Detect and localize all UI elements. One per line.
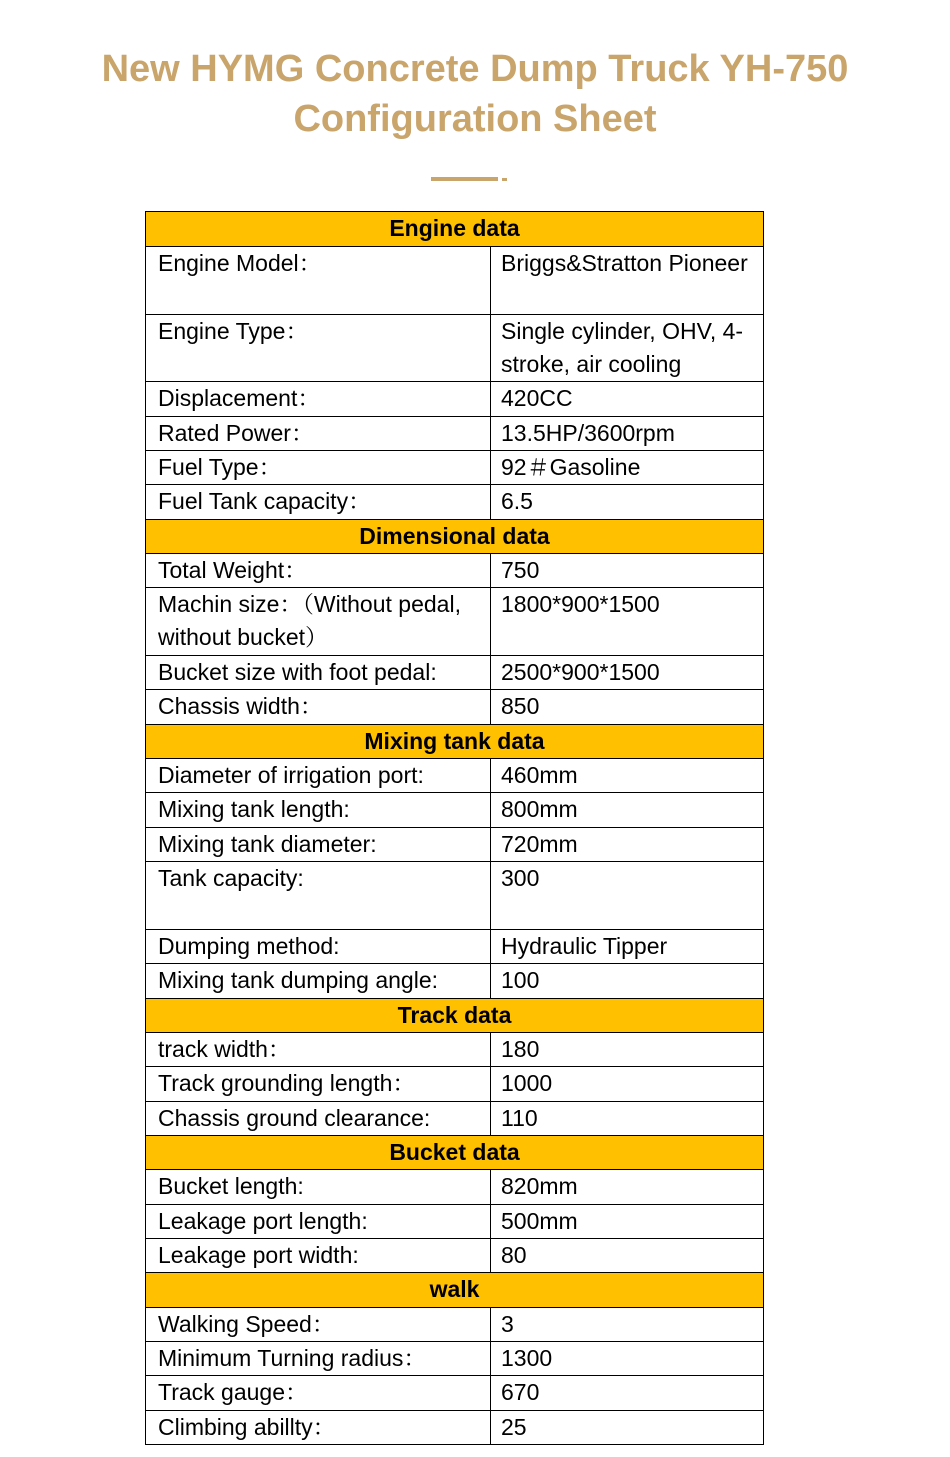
section-header [146,212,764,247]
spec-label: Track grounding length： [146,1067,491,1102]
spec-label: Fuel Type： [146,451,491,485]
table-row [146,690,764,725]
spec-value: 25 [491,1411,764,1445]
spec-value: 180 [491,1033,764,1067]
table-row [146,417,764,451]
table-row [146,1205,764,1239]
section-header-row [146,725,764,759]
table-row [146,964,764,999]
spec-value: 92＃Gasoline [491,451,764,485]
spec-value: 300 [491,862,764,930]
table-row [146,1411,764,1445]
spec-label: Walking Speed： [146,1308,491,1342]
spec-value: 500mm [491,1205,764,1239]
spec-label: Total Weight： [146,554,491,588]
spec-label: Fuel Tank capacity： [146,485,491,520]
table-row [146,247,764,315]
title-divider-dot [502,178,507,181]
spec-label: Tank capacity: [146,862,491,930]
spec-value: 1800*900*1500 [491,588,764,656]
section-header-label: Track data [397,1002,512,1028]
section-header-label: Bucket data [389,1139,520,1165]
table-row [146,1376,764,1411]
section-header-row [146,1136,764,1170]
section-header [146,725,764,759]
spec-value: Single cylinder, OHV, 4-stroke, air cooling [491,315,764,382]
spec-value: Briggs&Stratton Pioneer [491,247,764,315]
title-divider [431,177,498,181]
spec-value: 420CC [491,382,764,417]
spec-label: Leakage port width: [146,1239,491,1273]
table-row [146,1342,764,1376]
spec-label: Rated Power： [146,417,491,451]
spec-value: 460mm [491,759,764,793]
spec-label: Engine Type： [146,315,491,382]
spec-value: 720mm [491,828,764,862]
table-row [146,382,764,417]
table-row [146,793,764,828]
table-row [146,554,764,588]
spec-label: Machin size：（Without pedal, without bucket） [146,588,491,656]
spec-label: Mixing tank length: [146,793,491,828]
table-row [146,930,764,964]
section-header [146,520,764,554]
page-title [0,44,950,144]
spec-value: 100 [491,964,764,999]
table-row [146,1239,764,1273]
spec-label: Chassis ground clearance: [146,1102,491,1136]
title-line-1: New HYMG Concrete Dump Truck YH-750 [101,48,849,90]
configuration-table [145,211,764,1445]
section-header-row [146,999,764,1033]
section-header-label: Engine data [389,215,520,241]
spec-value: 110 [491,1102,764,1136]
spec-label: Chassis width： [146,690,491,725]
section-header [146,1136,764,1170]
table-row [146,451,764,485]
table-row [146,656,764,690]
spec-value: 6.5 [491,485,764,520]
table-row [146,485,764,520]
title-line-2: Configuration Sheet [293,98,657,140]
spec-value: 13.5HP/3600rpm [491,417,764,451]
table-row [146,315,764,382]
section-header-label: Dimensional data [359,523,550,549]
spec-label: track width： [146,1033,491,1067]
spec-label: Bucket length: [146,1170,491,1205]
spec-label: Track gauge： [146,1376,491,1411]
section-header-row [146,520,764,554]
spec-label: Diameter of irrigation port: [146,759,491,793]
spec-value: 1300 [491,1342,764,1376]
spec-label: Climbing abillty： [146,1411,491,1445]
spec-value: 850 [491,690,764,725]
spec-value: Hydraulic Tipper [491,930,764,964]
spec-value: 750 [491,554,764,588]
spec-label: Mixing tank diameter: [146,828,491,862]
table-row [146,1170,764,1205]
table-row [146,828,764,862]
table-row [146,1067,764,1102]
spec-value: 1000 [491,1067,764,1102]
spec-value: 670 [491,1376,764,1411]
section-header [146,999,764,1033]
section-header [146,1273,764,1308]
spec-label: Leakage port length: [146,1205,491,1239]
spec-label: Displacement： [146,382,491,417]
spec-label: Minimum Turning radius： [146,1342,491,1376]
table-row [146,862,764,930]
table-row [146,759,764,793]
spec-value: 820mm [491,1170,764,1205]
spec-label: Mixing tank dumping angle: [146,964,491,999]
table-row [146,1102,764,1136]
section-header-row [146,212,764,247]
section-header-row [146,1273,764,1308]
table-row [146,1308,764,1342]
spec-label: Bucket size with foot pedal: [146,656,491,690]
spec-label: Engine Model： [146,247,491,315]
spec-value: 2500*900*1500 [491,656,764,690]
section-header-label: Mixing tank data [364,728,545,754]
spec-value: 3 [491,1308,764,1342]
table-row [146,588,764,656]
section-header-label: walk [429,1276,480,1302]
spec-value: 800mm [491,793,764,828]
table-row [146,1033,764,1067]
spec-label: Dumping method: [146,930,491,964]
spec-value: 80 [491,1239,764,1273]
